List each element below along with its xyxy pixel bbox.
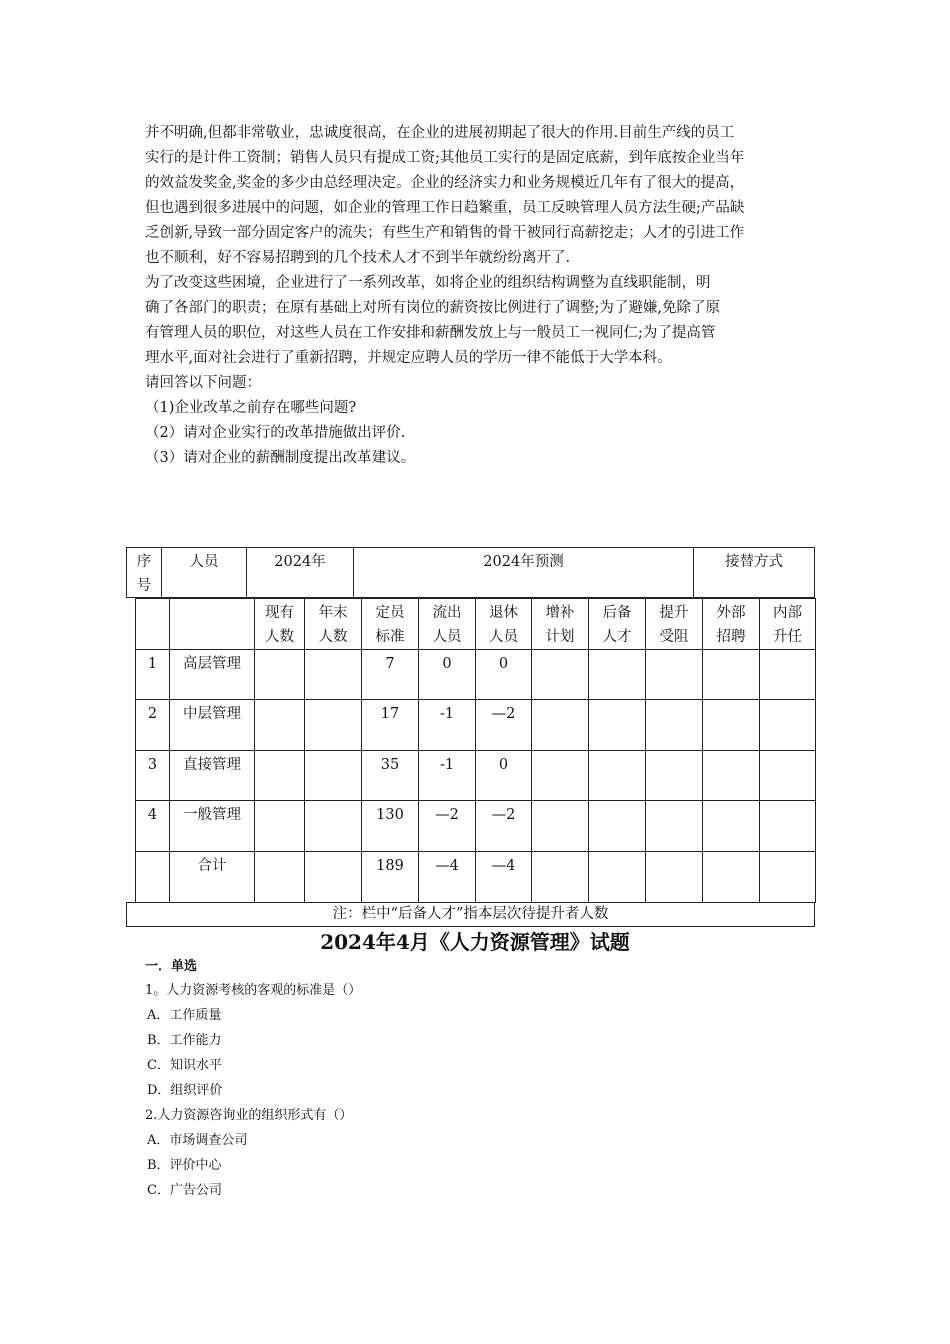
- subheader-cell: 提升 受阻: [646, 599, 703, 650]
- table-cell: [589, 852, 646, 903]
- table-row: [136, 751, 816, 801]
- option-b: B．评价中心: [147, 1158, 222, 1173]
- table-cell: [305, 650, 362, 700]
- option-a: A．市场调查公司: [147, 1133, 248, 1148]
- subheader-cell: 内部 升任: [760, 599, 816, 650]
- table-cell: [532, 700, 589, 751]
- table-row: [136, 700, 816, 751]
- header-seq-line2: 号: [136, 578, 152, 594]
- table-total-row: [136, 852, 816, 903]
- table-cell: [760, 852, 816, 903]
- subheader-cell: [170, 599, 255, 650]
- table-cell: 0: [476, 751, 532, 801]
- table-cell: [703, 801, 760, 852]
- subheader-cell: 定员 标准: [362, 599, 419, 650]
- case-paragraph-1: [145, 121, 815, 271]
- table-cell: [703, 700, 760, 751]
- header-seq: [127, 548, 162, 597]
- table-cell: [589, 751, 646, 801]
- subheader-cell: 增补 计划: [532, 599, 589, 650]
- question-item: （1)企业改革之前存在哪些问题?: [145, 400, 357, 416]
- header-replacement: 接替方式: [725, 554, 783, 570]
- text-line: 为了改变这些困境，企业进行了一系列改革，如将企业的组织结构调整为直线职能制，明: [145, 275, 711, 291]
- text-line: 乏创新,导致一部分固定客户的流失；有些生产和销售的骨干被同行高薪挖走；人才的引进工作: [145, 225, 745, 241]
- table-cell: 7: [362, 650, 419, 700]
- table-cell: [305, 801, 362, 852]
- table-cell: [760, 801, 816, 852]
- table-cell: [255, 852, 305, 903]
- table-cell: [589, 700, 646, 751]
- table-cell: [703, 751, 760, 801]
- subheader-cell: 年末 人数: [305, 599, 362, 650]
- questions-block: [145, 371, 815, 471]
- table-cell: [589, 650, 646, 700]
- text-line: 理水平,面对社会进行了重新招聘，并规定应聘人员的学历一律不能低于大学本科。: [145, 350, 672, 366]
- question-item: （3）请对企业的薪酬制度提出改革建议。: [145, 450, 416, 466]
- questions-intro: 请回答以下问题：: [145, 375, 261, 391]
- table-cell: 3: [136, 751, 170, 801]
- header-year: 2024年: [247, 548, 354, 597]
- text-line: 确了各部门的职责；在原有基础上对所有岗位的薪资按比例进行了调整;为了避嫌,免除了原: [145, 300, 720, 316]
- option-b: B．工作能力: [147, 1033, 222, 1048]
- header-seq-line1: 序: [136, 554, 152, 570]
- table-cell: —4: [419, 852, 476, 903]
- table-cell: [136, 852, 170, 903]
- table-cell: [646, 801, 703, 852]
- table-cell: [532, 650, 589, 700]
- option-d: D．组织评价: [147, 1083, 223, 1098]
- table-cell: [305, 751, 362, 801]
- table-cell: 17: [362, 700, 419, 751]
- case-paragraph-2: [145, 271, 815, 371]
- table-cell: [760, 700, 816, 751]
- subheader-cell: 后备 人才: [589, 599, 646, 650]
- text-line: 也不顺利，好不容易招聘到的几个技术人才不到半年就纷纷离开了.: [145, 250, 571, 266]
- header-staff: 人员: [162, 548, 247, 597]
- table-cell: [646, 852, 703, 903]
- table-note: 注：栏中“后备人才”指本层次待提升者人数: [126, 902, 815, 927]
- option-c: C．知识水平: [147, 1058, 222, 1073]
- mc-question-2: [145, 1103, 352, 1203]
- table-cell: [646, 751, 703, 801]
- table-cell: 中层管理: [170, 700, 255, 751]
- table-cell: -1: [419, 751, 476, 801]
- table-cell: -1: [419, 700, 476, 751]
- table-cell: 0: [419, 650, 476, 700]
- table-row: [136, 801, 816, 852]
- table-cell: —2: [476, 700, 532, 751]
- table-cell: —2: [476, 801, 532, 852]
- text-line: 并不明确,但都非常敬业，忠诚度很高，在企业的进展初期起了很大的作用.目前生产线的员工: [145, 125, 735, 141]
- text-line: 但也遇到很多进展中的问题，如企业的管理工作日趋繁重，员工反映管理人员方法生硬;产品缺: [145, 200, 745, 216]
- table-cell: [703, 852, 760, 903]
- header-forecast: 2024年预测: [354, 548, 694, 597]
- table-cell: [255, 751, 305, 801]
- table-row: [136, 650, 816, 700]
- table-cell: 130: [362, 801, 419, 852]
- mc-question-1: [145, 978, 361, 1103]
- text-line: 有管理人员的职位，对这些人员在工作安排和薪酬发放上与一般员工一视同仁;为了提高管: [145, 325, 716, 341]
- table-cell: [760, 751, 816, 801]
- table-cell: [589, 801, 646, 852]
- table-cell: [532, 801, 589, 852]
- table-cell: 189: [362, 852, 419, 903]
- table-cell: —2: [419, 801, 476, 852]
- exam-title: 2024年4月《人力资源管理》试题: [320, 930, 630, 954]
- subheader-cell: 流出 人员: [419, 599, 476, 650]
- question-stem: 1。人力资源考核的客观的标准是（）: [145, 983, 362, 998]
- table-cell: [255, 801, 305, 852]
- table-cell: [305, 852, 362, 903]
- subheader-cell: 外部 招聘: [703, 599, 760, 650]
- table-subheader-row: [136, 599, 816, 650]
- table-cell: 一般管理: [170, 801, 255, 852]
- table-cell: 直接管理: [170, 751, 255, 801]
- text-line: 的效益发奖金,奖金的多少由总经理决定。企业的经济实力和业务规模近几年有了很大的提高，: [145, 175, 745, 191]
- table-cell: 35: [362, 751, 419, 801]
- table-cell: 合计: [170, 852, 255, 903]
- option-a: A．工作质量: [147, 1008, 222, 1023]
- table-cell: [532, 852, 589, 903]
- table-cell: —4: [476, 852, 532, 903]
- section-title: 一．单选: [145, 959, 198, 974]
- table-cell: [646, 700, 703, 751]
- table-cell: [760, 650, 816, 700]
- subheader-cell: 退休 人员: [476, 599, 532, 650]
- table-cell: [255, 700, 305, 751]
- table-cell: [532, 751, 589, 801]
- option-c: C．广告公司: [147, 1183, 222, 1198]
- text-line: 实行的是计件工资制；销售人员只有提成工资;其他员工实行的是固定底薪，到年底按企业当年: [145, 150, 745, 166]
- subheader-cell: [136, 599, 170, 650]
- question-item: （2）请对企业实行的改革措施做出评价.: [145, 425, 406, 441]
- table-cell: 高层管理: [170, 650, 255, 700]
- table-cell: [255, 650, 305, 700]
- staffing-table: [135, 598, 816, 903]
- subheader-cell: 现有 人数: [255, 599, 305, 650]
- table-cell: 2: [136, 700, 170, 751]
- table-cell: [305, 700, 362, 751]
- table-cell: [703, 650, 760, 700]
- table-cell: 1: [136, 650, 170, 700]
- table-cell: [646, 650, 703, 700]
- question-stem: 2.人力资源咨询业的组织形式有（）: [145, 1108, 353, 1123]
- table-cell: 4: [136, 801, 170, 852]
- table-cell: 0: [476, 650, 532, 700]
- table-top-header: [126, 547, 815, 598]
